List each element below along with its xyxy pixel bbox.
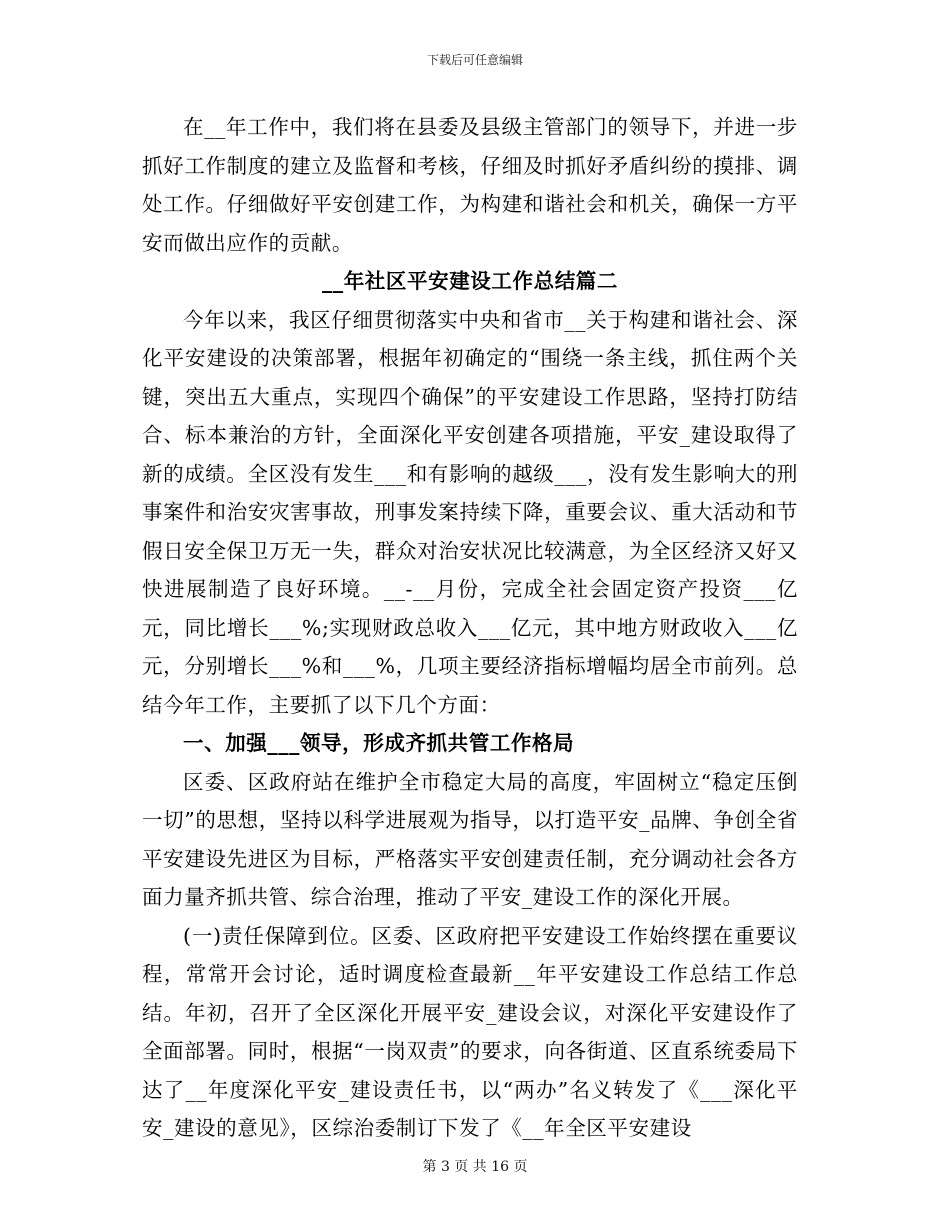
- paragraph-work-plan: 在__年工作中，我们将在县委及县级主管部门的领导下，并进一步抓好工作制度的建立及监督和考核，仔细及时抓好矛盾纠纷的摸排、调处工作。仔细做好平安创建工作，为构建和谐社会和机关，确保一方平安而做出应作的贡献。: [142, 115, 798, 255]
- section-title: __年社区平安建设工作总结篇二: [322, 269, 618, 293]
- document-body: [142, 108, 798, 1148]
- page-header-note: 下载后可任意编辑: [426, 53, 523, 67]
- section-heading-1: 一、加强___领导，形成齐抓共管工作格局: [183, 731, 575, 755]
- paragraph-responsibility: (一)责任保障到位。区委、区政府把平安建设工作始终摆在重要议程，常常开会讨论，适时调度检查最新__年平安建设工作总结工作总结。年初，召开了全区深化开展平安_建设会议，对深化平安建设作了全面部署。同时，根据“一岗双责”的要求，向各街道、区直系统委局下达了__年度深化平安_建设责任书，以“两办”名义转发了《___深化平安_建设的意见》，区综治委制订下发了《__年全区平安建设: [142, 923, 798, 1140]
- paragraph-leadership: 区委、区政府站在维护全市稳定大局的高度，牢固树立“稳定压倒一切”的思想，坚持以科学进展观为指导，以打造平安_品牌、争创全省平安建设先进区为目标，严格落实平安创建责任制，充分调动社会各方面力量齐抓共管、综合治理，推动了平安_建设工作的深化开展。: [142, 769, 798, 909]
- paragraph-overview: 今年以来，我区仔细贯彻落实中央和省市__关于构建和谐社会、深化平安建设的决策部署，根据年初确定的“围绕一条主线，抓住两个关键，突出五大重点，实现四个确保”的平安建设工作思路，坚持打防结合、标本兼治的方针，全面深化平安创建各项措施，平安_建设取得了新的成绩。全区没有发生___和有影响的越级___，没有发生影响大的刑事案件和治安灾害事故，刑事发案持续下降，重要会议、重大活动和节假日安全保卫万无一失，群众对治安状况比较满意，为全区经济又好又快进展制造了良好环境。__-__月份，完成全社会固定资产投资___亿元，同比增长___%;实现财政总收入___亿元，其中地方财政收入___亿元，分别增长___%和___%，几项主要经济指标增幅均居全市前列。总结今年工作，主要抓了以下几个方面：: [142, 307, 798, 717]
- page-number: 第 3 页 共 16 页: [422, 1159, 528, 1175]
